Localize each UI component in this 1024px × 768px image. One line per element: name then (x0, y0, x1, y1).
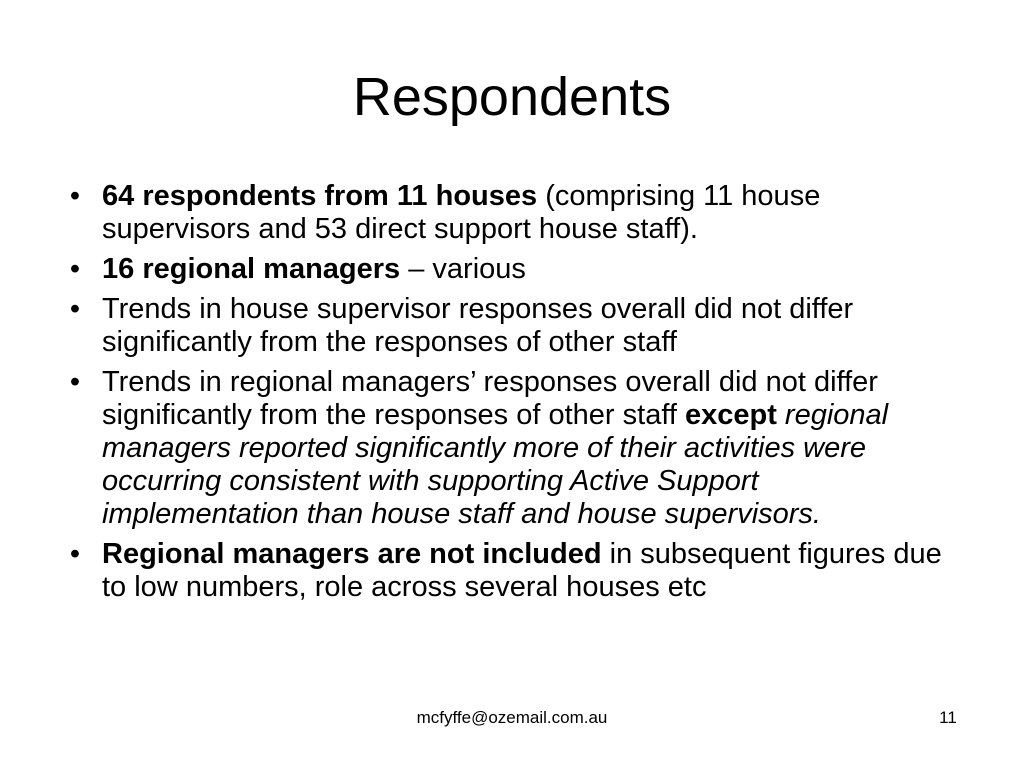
bullet-list (60, 180, 960, 611)
bullet-bold-text: 16 regional managers (102, 253, 401, 285)
bullet-item (60, 253, 960, 286)
bullet-text: – various (400, 253, 526, 285)
slide-number: 11 (939, 708, 957, 727)
bullet-text: Trends in regional managers’ responses overall did not differ significantly from the responses of other staff (102, 366, 878, 431)
bullet-bold-text: except (684, 399, 777, 431)
bullet-bold-text: 64 respondents from 11 houses (102, 180, 538, 212)
bullet-item (60, 366, 960, 531)
bullet-text: in subsequent figures due to low numbers, role across several houses etc (102, 538, 942, 603)
bullet-item (60, 180, 960, 246)
bullet-text: (comprising 11 house supervisors and 53 direct support house staff). (102, 180, 821, 245)
bullet-item (60, 293, 960, 359)
slide-title: Respondents (352, 67, 672, 127)
bullet-icon: • (69, 293, 81, 325)
bullet-item (60, 538, 960, 604)
footer-email: mcfyffe@ozemail.com.au (416, 708, 608, 727)
bullet-bold-text: Regional managers are not included (102, 538, 602, 570)
bullet-italic-text: regional managers reported significantly more of their activities were occurring consistent with supporting Active Support implementation than house staff and house supervisors. (102, 399, 889, 530)
bullet-icon: • (69, 366, 81, 398)
bullet-icon: • (69, 253, 81, 285)
bullet-icon: • (69, 538, 81, 570)
bullet-text: Trends in house supervisor responses overall did not differ significantly from the responses of other staff (102, 293, 854, 358)
bullet-icon: • (69, 180, 81, 212)
